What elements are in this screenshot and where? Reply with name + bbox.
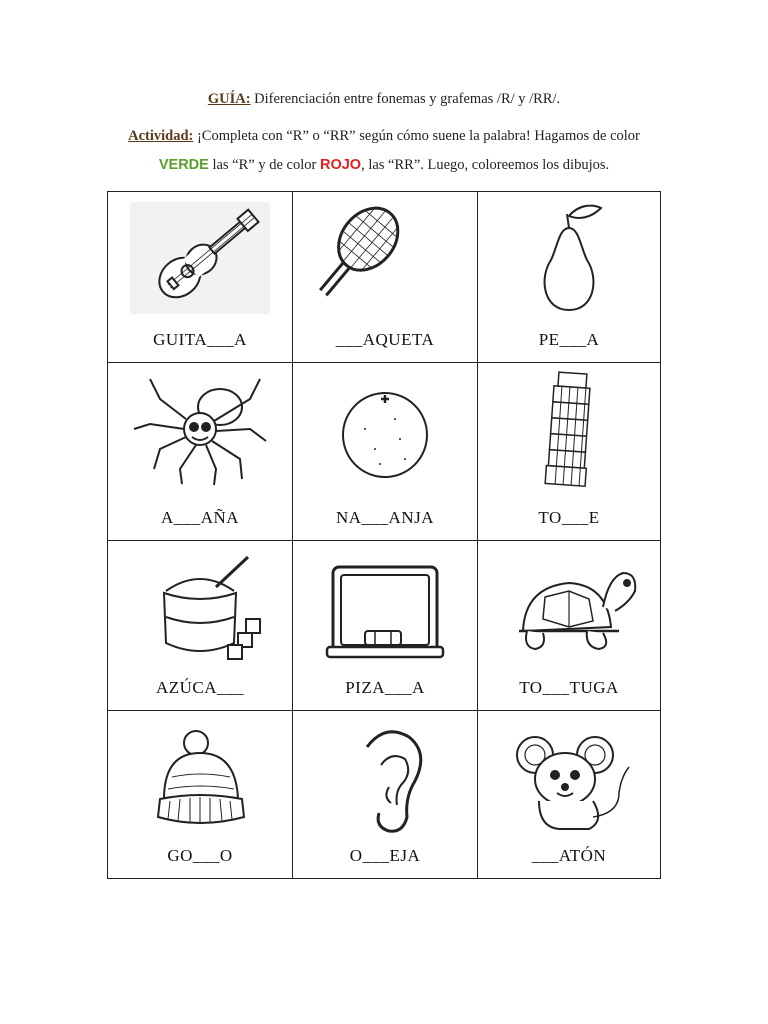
ear-icon (305, 717, 465, 837)
word-raton: ___ATÓN (531, 846, 607, 865)
card-hat (108, 711, 293, 878)
worksheet-grid (107, 191, 661, 879)
tower-icon (489, 369, 649, 489)
card-sugar (108, 541, 293, 711)
card-racket (293, 192, 478, 363)
word-azucar: AZÚCA___ (155, 678, 245, 697)
hat-icon (120, 717, 280, 837)
word-naranja: NA___ANJA (336, 508, 434, 527)
activity-line-1 (0, 128, 768, 145)
card-pear (478, 192, 660, 363)
spider-icon (120, 369, 280, 489)
activity-label: Actividad: (128, 128, 194, 144)
activity-text-2a: las “R” y de color (208, 157, 320, 173)
guide-label: GUÍA: (207, 91, 251, 107)
word-guitarra: GUITA___A (153, 330, 247, 349)
orange-icon (305, 369, 465, 489)
racket-icon (305, 198, 465, 318)
red-word: ROJO (319, 157, 362, 173)
card-turtle (478, 541, 660, 711)
word-raqueta: ___AQUETA (335, 330, 435, 349)
card-guitar (108, 192, 293, 363)
word-arana: A___AÑA (160, 508, 240, 527)
card-spider (108, 363, 293, 541)
guide-text: Diferenciación entre fonemas y grafemas /R/ y /RR/. (250, 91, 561, 107)
chalkboard-icon (305, 547, 465, 667)
activity-text-2b: , las “RR”. Luego, coloreemos los dibujos. (361, 157, 610, 173)
activity-line-2 (0, 157, 768, 174)
green-word: VERDE (158, 157, 209, 173)
guide-title (0, 91, 768, 108)
card-board (293, 541, 478, 711)
word-torre: TO___E (538, 508, 600, 527)
mouse-icon (489, 717, 649, 837)
card-tower (478, 363, 660, 541)
card-ear (293, 711, 478, 878)
guitar-icon (120, 198, 280, 318)
word-pizarra: PIZA___A (345, 678, 425, 697)
card-orange (293, 363, 478, 541)
word-tortuga: TO___TUGA (519, 678, 619, 697)
pear-icon (489, 198, 649, 318)
card-mouse (478, 711, 660, 878)
turtle-icon (489, 547, 649, 667)
word-pera: PE___A (538, 330, 600, 349)
sugar-bowl-icon (120, 547, 280, 667)
word-oreja: O___EJA (349, 846, 421, 865)
activity-text: ¡Completa con “R” o “RR” según cómo suene la palabra! Hagamos de color (193, 128, 640, 144)
word-gorro: GO___O (167, 846, 233, 865)
